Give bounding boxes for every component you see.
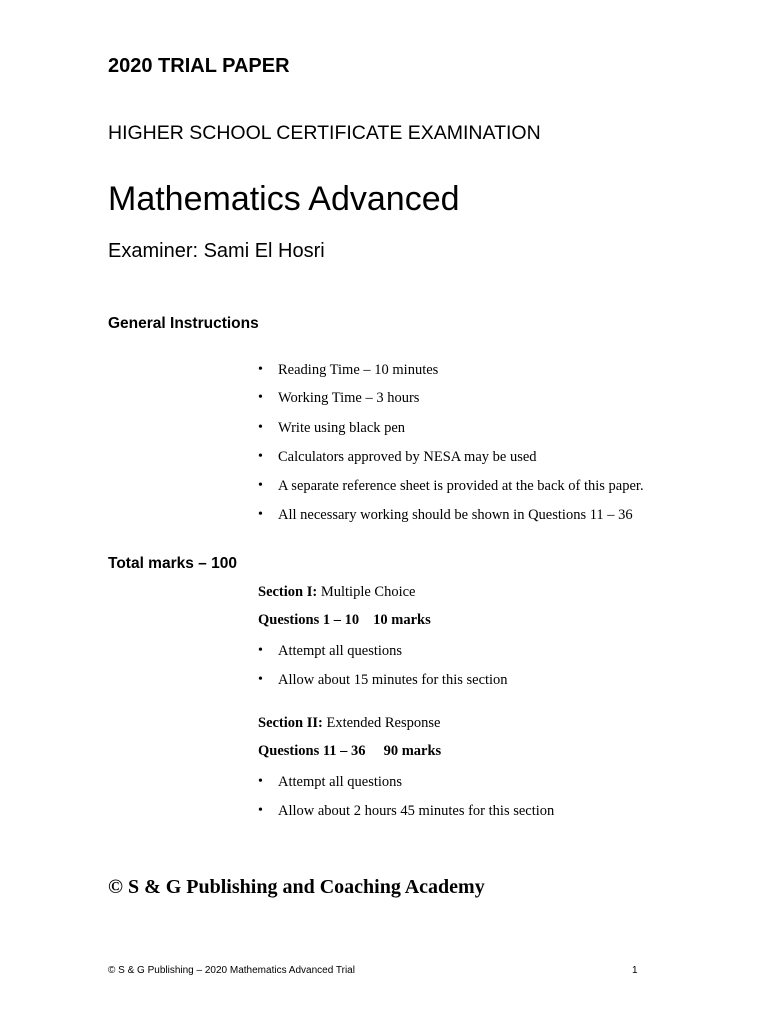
bullet-icon: • bbox=[258, 478, 263, 493]
general-instructions-heading: General Instructions bbox=[108, 315, 259, 332]
section-2-label: Section II: bbox=[258, 715, 323, 731]
copyright-notice: © S & G Publishing and Coaching Academy bbox=[108, 876, 485, 898]
bullet-icon: • bbox=[258, 390, 263, 405]
section-2-title bbox=[258, 715, 440, 732]
bullet-icon: • bbox=[258, 643, 263, 658]
section-1-type: Multiple Choice bbox=[317, 584, 416, 600]
bullet-icon: • bbox=[258, 420, 263, 435]
total-marks-heading: Total marks – 100 bbox=[108, 555, 237, 572]
bullet-icon: • bbox=[258, 672, 263, 687]
trial-paper-title: 2020 TRIAL PAPER bbox=[108, 55, 290, 77]
page-number: 1 bbox=[632, 965, 638, 976]
section-1-label: Section I: bbox=[258, 584, 318, 600]
section-2-questions: Questions 11 – 36 90 marks bbox=[258, 743, 442, 759]
examiner-line: Examiner: Sami El Hosri bbox=[108, 240, 325, 262]
section-1-questions: Questions 1 – 10 10 marks bbox=[258, 612, 431, 628]
bullet-icon: • bbox=[258, 803, 263, 818]
bullet-icon: • bbox=[258, 507, 263, 522]
bullet-icon: • bbox=[258, 449, 263, 464]
exam-title: HIGHER SCHOOL CERTIFICATE EXAMINATION bbox=[108, 122, 541, 144]
section-1-title bbox=[258, 584, 415, 601]
bullet-icon: • bbox=[258, 774, 263, 789]
footer-text: © S & G Publishing – 2020 Mathematics Advanced Trial bbox=[108, 965, 355, 976]
bullet-icon: • bbox=[258, 362, 263, 377]
subject-title: Mathematics Advanced bbox=[108, 180, 460, 218]
section-2-type: Extended Response bbox=[322, 715, 441, 731]
